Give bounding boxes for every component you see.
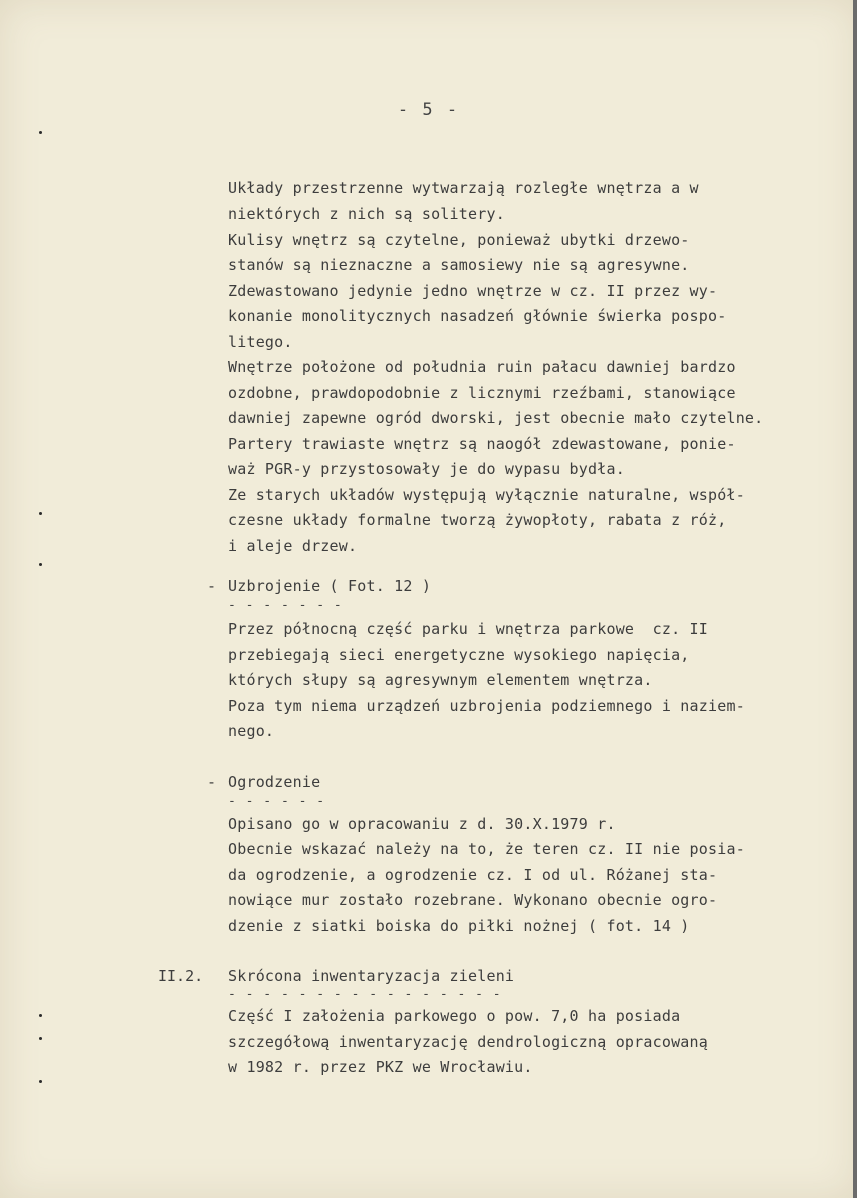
punch-hole-mark — [39, 1014, 42, 1017]
punch-hole-mark — [39, 563, 42, 566]
section-heading-inwentaryzacja: Skrócona inwentaryzacja zieleni — [228, 967, 515, 985]
text-line: Część I założenia parkowego o pow. 7,0 ha posiada — [228, 1007, 681, 1025]
text-line: da ogrodzenie, a ogrodzenie cz. I od ul. Różanej sta- — [228, 866, 718, 884]
text-line: stanów są nieznaczne a samosiewy nie są agresywne. — [228, 256, 690, 274]
text-line: Partery trawiaste wnętrz są naogół zdewastowane, ponie- — [228, 435, 736, 453]
text-line: Przez północną część parku i wnętrza parkowe cz. II — [228, 620, 708, 638]
text-line: Obecnie wskazać należy na to, że teren cz. II nie posia- — [228, 840, 745, 858]
text-line: dawniej zapewne ogród dworski, jest obecnie mało czytelne. — [228, 409, 764, 427]
heading-underline: - - - - - - - — [228, 598, 343, 613]
text-line: niektórych z nich są solitery. — [228, 205, 505, 223]
punch-hole-mark — [39, 512, 42, 515]
text-line: w 1982 r. przez PKZ we Wrocławiu. — [228, 1058, 533, 1076]
text-line: dzenie z siatki boiska do piłki nożnej ( fot. 14 ) — [228, 917, 690, 935]
text-line: Opisano go w opracowaniu z d. 30.X.1979 r. — [228, 815, 616, 833]
page-edge-shadow — [853, 0, 857, 1198]
text-line: Poza tym niema urządzeń uzbrojenia podziemnego i naziem- — [228, 697, 745, 715]
text-line: Wnętrze położone od południa ruin pałacu dawniej bardzo — [228, 358, 736, 376]
text-line: nego. — [228, 722, 275, 740]
text-line: konanie monolitycznych nasadzeń głównie świerka pospo- — [228, 307, 727, 325]
text-line: szczegółową inwentaryzację dendrologiczną opracowaną — [228, 1033, 708, 1051]
punch-hole-mark — [39, 1080, 42, 1083]
text-line: nowiące mur zostało rozebrane. Wykonano obecnie ogro- — [228, 891, 718, 909]
text-line: litego. — [228, 333, 293, 351]
section-heading-ogrodzenie: Ogrodzenie — [228, 773, 321, 791]
text-line: ozdobne, prawdopodobnie z licznymi rzeźbami, stanowiące — [228, 384, 736, 402]
text-line: Ze starych układów występują wyłącznie naturalne, współ- — [228, 486, 745, 504]
section-marker: - — [207, 577, 217, 595]
text-line: i aleje drzew. — [228, 537, 358, 555]
heading-underline: - - - - - - — [228, 794, 326, 809]
text-line: waż PGR-y przystosowały je do wypasu bydła. — [228, 460, 625, 478]
text-line: przebiegają sieci energetyczne wysokiego napięcia, — [228, 646, 690, 664]
text-line: czesne układy formalne tworzą żywopłoty, rabata z róż, — [228, 511, 727, 529]
text-line: Zdewastowano jedynie jedno wnętrze w cz. II przez wy- — [228, 282, 718, 300]
punch-hole-mark — [39, 131, 42, 134]
section-heading-uzbrojenie: Uzbrojenie ( Fot. 12 ) — [228, 577, 432, 595]
text-line: których słupy są agresywnym elementem wnętrza. — [228, 671, 653, 689]
text-line: Kulisy wnętrz są czytelne, ponieważ ubytki drzewo- — [228, 231, 690, 249]
text-line: Układy przestrzenne wytwarzają rozległe wnętrza a w — [228, 179, 699, 197]
section-number: II.2. — [158, 967, 204, 985]
punch-hole-mark — [39, 1037, 42, 1040]
heading-underline: - - - - - - - - - - - - - - - - — [228, 987, 502, 1002]
section-marker: - — [207, 773, 217, 791]
page-number: - 5 - — [397, 100, 460, 120]
